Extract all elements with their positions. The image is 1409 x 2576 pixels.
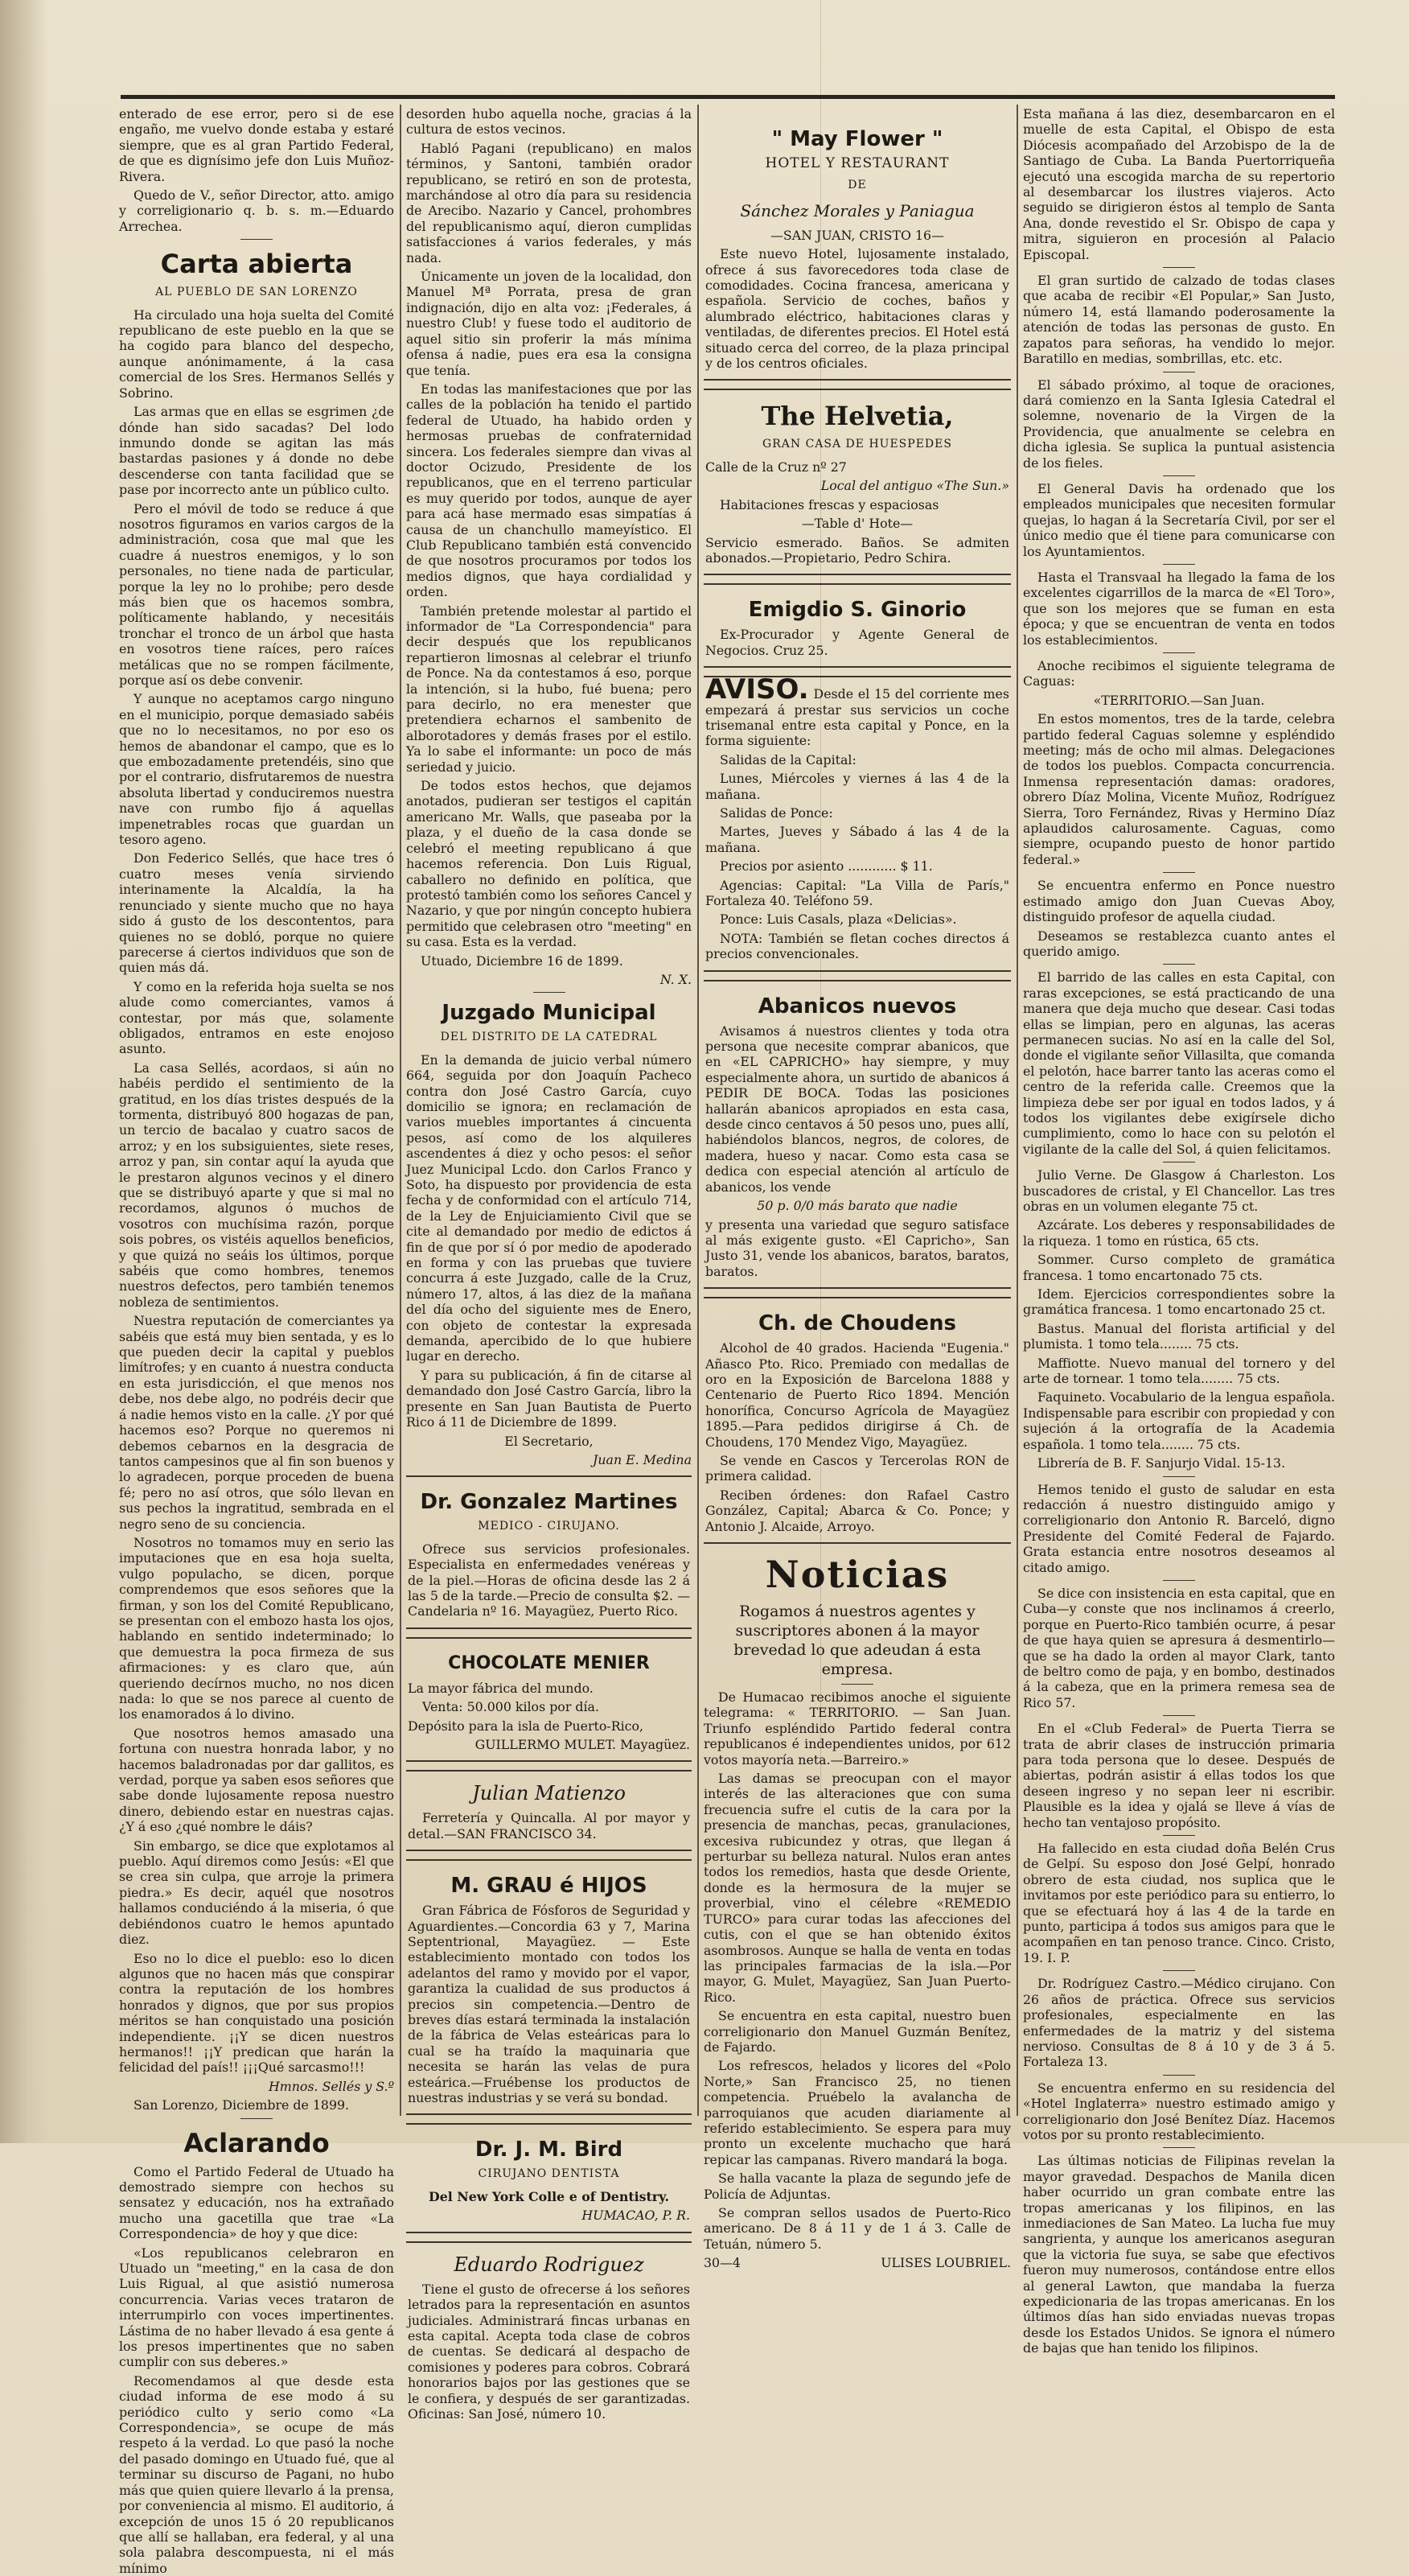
- aviso-title: AVISO.: [705, 673, 809, 706]
- paragraph: Ex-Procurador y Agente General de Negocios. Cruz 25.: [705, 627, 1009, 658]
- paragraph: NOTA: También se fletan coches directos á precios convencionales.: [705, 930, 1009, 962]
- ad-helvetia: [704, 389, 1011, 575]
- ad-may-flower: [704, 114, 1011, 381]
- paragraph: Las armas que en ellas se esgrimen ¿de dónde han sido sacadas? Del lodo inmundo donde se agitan las más bastardas pasiones y á donde no debe descenderse con tanta facilidad que se pase por incorrecto ante un público culto.: [119, 404, 394, 498]
- paragraph: Ha circulado una hoja suelta del Comité republicano de este pueblo en la que se ha cogido para blanco del despecho, aunque anónimamente, á la casa comercial de los Sres. Hermanos Sellés y Sobrino.: [119, 307, 394, 401]
- chocolate-line: GUILLERMO MULET. Mayagüez.: [474, 1736, 690, 1752]
- separator: [1163, 1835, 1195, 1836]
- ad-matienzo: [406, 1770, 692, 1851]
- paragraph: Únicamente un joven de la localidad, don Manuel Mª Porrata, presa de gran indignación, dijo en alta voz: ¡Federales, á nuestro Club! y fuese todo el auditorio de aquel sitio sin proferir la más mínima ofensa á nadie, pues era esa la consigna que tenía.: [406, 269, 692, 378]
- paragraph: «TERRITORIO.—San Juan.: [1093, 692, 1265, 708]
- juzgado-title: Juzgado Municipal: [442, 1001, 656, 1026]
- bird-place: HUMACAO, P. R.: [581, 2208, 690, 2224]
- separator: [1163, 564, 1195, 565]
- paragraph: Ponce: Luis Casals, plaza «Delicias».: [720, 911, 957, 928]
- ad-ginorio: [704, 583, 1011, 668]
- paragraph: desorden hubo aquella noche, gracias á la cultura de estos vecinos.: [406, 106, 692, 138]
- separator: [240, 2118, 273, 2119]
- paragraph: Eso no lo dice el pueblo: eso lo dicen algunos que no hacen más que conspirar contra la reputación de los hombres honrados y dignos, que por sus propios méritos se han conquistado una posición independiente. ¡¡Y se dicen nuestros hermanos!! ¡¡Y predican que harán la felicidad del país!! ¡¡¡Qué sarcasmo!!!: [119, 1950, 394, 2076]
- helvetia-sub: GRAN CASA DE HUESPEDES: [762, 438, 952, 451]
- noticias-sig-left: 30—4: [704, 2255, 741, 2271]
- paragraph: Avisamos á nuestros clientes y toda otra persona que necesite comprar abanicos, que en «EL CAPRICHO» hay siempre, y muy especialmente ahora, un surtido de abanicos á PEDIR DE BOCA. Todas las posiciones hallarán abanicos apropiados en esta casa, desde cinco centavos á 50 pesos uno, pues allí, habiéndolos blancos, negros, de colores, de madera, hueso y nacar. Como esta casa se dedica con especial atención al artículo de abanicos, los vende: [705, 1023, 1009, 1195]
- juzgado-sig-title: El Secretario,: [504, 1433, 594, 1449]
- separator: [1163, 964, 1195, 965]
- paragraph: enterado de ese error, pero si de ese engaño, me vuelvo donde estaba y estaré siempre, que es al gran Partido Federal, de que es dignísimo jefe don Luis Muñoz-Rivera.: [119, 106, 394, 184]
- separator: [841, 1684, 873, 1685]
- paragraph: Azcárate. Los deberes y responsabilidades de la riqueza. 1 tomo en rústica, 65 cts.: [1023, 1217, 1335, 1249]
- dateline: Utuado, Diciembre 16 de 1899.: [421, 953, 623, 969]
- top-rule: [121, 95, 1335, 99]
- paragraph: Las últimas noticias de Filipinas revelan la mayor gravedad. Despachos de Manila dicen haber ocurrido un gran combate entre las tropas americanas y los filipinos, en las inmediaciones de San Mateo. La lucha fue muy sangrienta, y aunque los americanos aseguran que la victoria fue suya, se sabe que efectivos fueron muy numerosos, contándose entre ellos al general Lawton, que mandaba la fuerza expedicionaria de las tropas americanas. En los últimos días han sido enviadas nuevas tropas desde los Estados Unidos. Se ignora el número de bajas que han tenido los filipinos.: [1023, 2153, 1335, 2356]
- paragraph: También pretende molestar al partido el informador de "La Correspondencia" para decir después que los republicanos repartieron limosnas al celebrar el triunfo de Ponce. Na da contestamos á eso, porque la intención, si la hubo, fué buena; pero para decirlo, no era menester que pretendiera echarnos el sambenito de alborotadores y demás frases por el estilo. Ya lo sabe el informante: un poco de más seriedad y juicio.: [406, 603, 692, 775]
- ad-gonzalez: [406, 1475, 692, 1628]
- separator: [240, 239, 273, 240]
- separator: [1163, 2075, 1195, 2076]
- chocolate-line: Venta: 50.000 kilos por día.: [422, 1699, 599, 1715]
- noticias-lead: Rogamos á nuestros agentes y suscriptores abonen á la mayor brevedad lo que adeudan á esta empresa.: [733, 1603, 981, 1678]
- paragraph: En estos momentos, tres de la tarde, celebra partido federal Caguas solemne y espléndido meeting; más de ocho mil almas. Delegaciones de todos los pueblos. Compacta concurrencia. Inmensa representación damas: oradores, obrero Díaz Molina, Vicente Muñoz, Rodríguez Sierra, Toro Fernández, Rivas y Hermino Díaz aplaudidos calurosamente. Caguas, como siempre, ocupando puesto de honor partido federal.»: [1023, 711, 1335, 867]
- juzgado-subtitle: DEL DISTRITO DE LA CATEDRAL: [440, 1031, 658, 1044]
- paragraph: Desde el 15 del corriente mes empezará á prestar sus servicios un coche trisemanal entre esta capital y Ponce, en la forma siguiente:: [705, 686, 1009, 749]
- paragraph: Nosotros no tomamos muy en serio las imputaciones que en esa hoja suelta, vulgo populacho, se dicen, porque comprendemos que esos señores que la firman, y son los del Comité Republicano, se presentan con el embozo hasta los ojos, hablando en sentido indeterminado; lo que demuestra la poca firmeza de sus afirmaciones: y es claro que, aún queriendo decírnos mucho, no nos dicen nada: lo que se nos parece al cuento de los enamorados á lo divino.: [119, 1534, 394, 1722]
- paragraph: El sábado próximo, al toque de oraciones, dará comienzo en la Santa Iglesia Catedral el solemne, novenario de la Virgen de la Providencia, que anualmente se celebra en dicha iglesia. Se suplica la puntual asistencia de los fieles.: [1023, 377, 1335, 471]
- paragraph: Bastus. Manual del florista artificial y del plumista. 1 tomo tela........ 75 cts.: [1023, 1320, 1335, 1352]
- paragraph: Lunes, Miércoles y viernes á las 4 de la mañana.: [705, 771, 1009, 802]
- abanicos-title: Abanicos nuevos: [758, 994, 957, 1018]
- paragraph: La casa Sellés, acordaos, si aún no habéis perdido el sentimiento de la gratitud, en los días tristes después de la tormenta, distribuyó 800 hogazas de pan, un tercio de bacalao y cuatro sacos de arroz; y en los subsiguientes, siete reses, arroz y pan, sin contar aquí la ayuda que le prestaron algunos vecinos y el dinero que se distribuyó aparte y que si mal no recordamos, algunos ó muchos de vosotros con muchísima razón, porque sois pobres, os vistéis aquellos beneficios, y que quizá no seáis los últimos, porque sabéis que como hombres, tenemos nuestros defectos, pero también tenemos nobleza de sentimientos.: [119, 1060, 394, 1310]
- paragraph: Ofrece sus servicios profesionales. Especialista en enfermedades venéreas y de la piel.—Horas de oficina desde las 2 á las 5 de la tarde.—Precio de consulta $2. — Candelaria nº 16. Mayagüez, Puerto Rico.: [408, 1541, 690, 1619]
- separator: [1163, 652, 1195, 653]
- paragraph: Los refrescos, helados y licores del «Polo Norte,» San Francisco 25, no tienen competencia. Pruébelo la avalancha de parroquianos que acuden diariamente al referido establecimiento. Se espera para muy pronto un excelente muchacho que hará repicar las campanas. Rivero mandará la boga.: [704, 2058, 1011, 2167]
- paragraph: El barrido de las calles en esta Capital, con raras excepciones, se está practicando de una manera que deja mucho que desear. Casi todas ellas se limpian, pero en algunas, las aceras permanecen sucias. No así en la calle del Sol, donde el vigilante señor Villasilta, que comanda el pelotón, hace barrer tanto las aceras como el centro de la referida calle. Creemos que la limpieza debe ser por igual en todos lados, y á todos los vigilantes debe exigírsele dicho cumplimiento, como lo hace con su pelotón el vigilante de la calle del Sol, á quien felicitamos.: [1023, 969, 1335, 1157]
- choudens-title: Ch. de Choudens: [758, 1311, 956, 1336]
- column-2: [406, 106, 692, 2422]
- paragraph: Dr. Rodríguez Castro.—Médico cirujano. Con 26 años de práctica. Ofrece sus servicios profesionales, especialmente en las enfermedades de la matriz y del sistema nervioso. Consultas de 8 á 10 y de 3 á 5. Fortaleza 13.: [1023, 1976, 1335, 2070]
- chocolate-line: Depósito para la isla de Puerto-Rico,: [408, 1718, 644, 1734]
- paragraph: Deseamos se restablezca cuanto antes el querido amigo.: [1023, 928, 1335, 959]
- paragraph: Pero el móvil de todo se reduce á que nosotros figuramos en varios cargos de la administración, cosa que mal que les cuadre á nuestros enemigos, y lo son personales, no tiene nada de particular, porque la ley no lo prohibe; pero desde más bien que os hacemos sombra, políticamente hablando, y necesitáis tronchar el tronco de un árbol que hasta en vosotros tiene raíces, pero raíces metálicas que no se rompen fácilmente, porque así os debe convenir.: [119, 500, 394, 688]
- paragraph: Hemos tenido el gusto de saludar en esta redacción á nuestro distinguido amigo y correligionario don Antonio R. Barceló, digno Presidente del Comité Federal de Fajardo. Grata estancia entre nosotros deseamos al citado amigo.: [1023, 1481, 1335, 1575]
- may-place: —SAN JUAN, CRISTO 16—: [770, 227, 944, 243]
- paragraph: Salidas de Ponce:: [720, 804, 833, 821]
- helvetia-line: Calle de la Cruz nº 27: [705, 459, 847, 475]
- helvetia-line: Habitaciones frescas y espaciosas: [720, 496, 939, 512]
- paragraph: Se compran sellos usados de Puerto-Rico americano. De 8 á 11 y de 1 á 3. Calle de Tetuán, número 5.: [704, 2205, 1011, 2252]
- paragraph: Habló Pagani (republicano) en malos términos, y Santoni, también orador republicano, se retiró en son de protesta, marchándose al otro día para su residencia de Arecibo. Nazario y Cancel, prohombres del republicanismo aquí, dieron cumplidas satisfacciones á varios federales, y más nada.: [406, 140, 692, 265]
- helvetia-line: Local del antiguo «The Sun.»: [820, 478, 1009, 494]
- ad-rodriguez: [406, 2241, 692, 2430]
- noticias-sig-right: ULISES LOUBRIEL.: [881, 2255, 1011, 2271]
- paragraph: Precios por asiento ............ $ 11.: [720, 858, 933, 874]
- separator: [1163, 1715, 1195, 1716]
- may-de: DE: [848, 179, 867, 192]
- paragraph: Don Federico Sellés, que hace tres ó cuatro meses venía sirviendo interinamente la Alcaldía, la ha renunciado y siente mucho que no haya sido á gusto de los descontentos, para quienes no se dobló, porque no quiere parecerse á ciertos individuos que son de quien más dá.: [119, 850, 394, 976]
- paragraph: Se halla vacante la plaza de segundo jefe de Policía de Adjuntas.: [704, 2171, 1011, 2202]
- separator: [1163, 267, 1195, 268]
- gonzalez-title: Dr. Gonzalez Martines: [420, 1490, 678, 1515]
- paragraph: Las damas se preocupan con el mayor interés de las alteraciones que con suma frecuencia sufre el cutis de la cara por la presencia de manchas, pecas, granulaciones, excesiva rubicundez y otras, que llegan á perturbar su belleza natural. Nulos eran antes todos los remedios, hasta que desde Oriente, donde es la hermosura de la mujer se proverbial, vino el célebre «REMEDIO TURCO» para curar todas las afecciones del cutis, con el que se han obtenido éxitos asombrosos. Aunque se halla de venta en todas las principales farmacias de la isla.—Por mayor, G. Mulet, Mayagüez, San Juan Puerto-Rico.: [704, 1771, 1011, 2005]
- paragraph: y presenta una variedad que seguro satisface al más exigente gusto. «El Capricho», San Justo 31, vende los abanicos, baratos, baratos, baratos.: [705, 1216, 1009, 1279]
- torn-left-edge: [0, 0, 48, 2143]
- paragraph: El General Davis ha ordenado que los empleados municipales que necesiten formular quejas, lo hagan á la Secretaría Civil, por ser el único medio que él tiene para comunicarse con los Ayuntamientos.: [1023, 480, 1335, 559]
- bird-title: Dr. J. M. Bird: [474, 2138, 623, 2162]
- juzgado-sig-name: Juan E. Medina: [593, 1451, 692, 1467]
- paragraph: Faquineto. Vocabulario de la lengua española. Indispensable para escribir con propiedad y con sujeción á la ortografía de la Academia española. 1 tomo tela........ 75 cts.: [1023, 1389, 1335, 1452]
- carta-title: Carta abierta: [160, 249, 353, 280]
- paragraph: Ha fallecido en esta ciudad doña Belén Crus de Gelpí. Su esposo don José Gelpí, honrado obrero de esta ciudad, nos suplica que le invitamos por este periódico para su entierro, lo que se efectuará hoy á las 4 de la tarde en punto, participa á todos sus amigos para que le acompañen en tan penoso trance. Cinco. Cristo, 19. I. P.: [1023, 1841, 1335, 1965]
- paragraph: Julio Verne. De Glasgow á Charleston. Los buscadores de cristal, y El Chancellor. Las tres obras en un volumen elegante 75 ct.: [1023, 1167, 1335, 1214]
- paragraph: En el «Club Federal» de Puerta Tierra se trata de abrir clases de instrucción primaria para toda persona que lo desee. Después de abiertas, podrán asistir á ellas todos los que deseen ingreso y no sepan leer ni escribir. Plausible es la idea y ojalá se lleve á vías de hecho tan ventajoso propósito.: [1023, 1721, 1335, 1830]
- paragraph: Anoche recibimos el siguiente telegrama de Caguas:: [1023, 658, 1335, 689]
- paragraph: Gran Fábrica de Fósforos de Seguridad y Aguardientes.—Concordia 63 y 7, Marina Septentrional, Mayagüez. — Este establecimiento montado con todos los adelantos del ramo y movido por el vapor, garantiza la cualidad de sus productos á precios sin competencia.—Dentro de breves días estará terminada la instalación de la fábrica de Velas esteáricas para lo cual se ha traído la maquinaria que necesita se harán las velas de pura esteárica.—Fruébense los productos de nuestras industrias y se verá su bondad.: [408, 1903, 690, 2106]
- paragraph: Como el Partido Federal de Utuado ha demostrado siempre con hechos su sensatez y educación, nos ha extrañado mucho una gacetilla que trae «La Correspondencia» de hoy y que dice:: [119, 2163, 394, 2242]
- paragraph: En la demanda de juicio verbal número 664, seguida por don Joaquín Pacheco contra don José Castro García, cuyo domicilio se ignora; en reclamación de varios muebles importantes á cincuenta pesos, así como de los alquileres ascendentes á diez y ocho pesos: el señor Juez Municipal Lcdo. don Carlos Franco y Soto, ha dispuesto por providencia de esta fecha y de conformidad con el artículo 714, de la Ley de Enjuiciamiento Civil que se cite al demandado por medio de edictos á fin de que por sí ó por medio de apoderado en forma y con las pruebas que tuviere concurra á este Juzgado, calle de la Cruz, número 17, altos, á las diez de la mañana del día ocho del siguiente mes de Enero, con objeto de contestar la expresada demanda, apercibido de lo que hubiere lugar en derecho.: [406, 1051, 692, 1364]
- helvetia-line: Servicio esmerado. Baños. Se admiten abonados.—Propietario, Pedro Schira.: [705, 534, 1009, 566]
- paragraph: Se dice con insistencia en esta capital, que en Cuba—y conste que nos inclinamos á creerlo, porque en Puerto-Rico también ocurre, á pesar de que haya quien se apresura á desmentirlo—que se ha dado la orden al mayor Clark, tanto de beltro como de paja, y en bombo, destinados á la cabeza, que en la primera remesa sea de Rico 57.: [1023, 1585, 1335, 1710]
- dateline-signature: N. X.: [659, 971, 692, 987]
- ginorio-title: Emigdio S. Ginorio: [748, 598, 967, 623]
- paragraph: Quedo de V., señor Director, atto. amigo y correligionario q. b. s. m.—Eduardo Arrechea.: [119, 187, 394, 234]
- ad-bird: [406, 2123, 692, 2232]
- paragraph: Maffiotte. Nuevo manual del tornero y del arte de tornear. 1 tomo tela........ 75 cts.: [1023, 1355, 1335, 1387]
- paragraph: Agencias: Capital: "La Villa de París," Fortaleza 40. Teléfono 59.: [705, 877, 1009, 908]
- column-rule: [697, 105, 699, 2116]
- separator: [533, 992, 565, 993]
- separator: [1163, 1580, 1195, 1581]
- bird-subtitle: CIRUJANO DENTISTA: [478, 2167, 620, 2181]
- column-3: [704, 106, 1011, 2271]
- paragraph: Recomendamos al que desde esta ciudad informa de ese modo á su periódico culto y serio como «La Correspondencia», se ocupe de más respeto á la verdad. Lo que pasó la noche del pasado domingo en Utuado fué, que al terminar su discurso de Pagani, no hubo más que quien quiere llevarlo á la prensa, por conveniencia al mismo. El auditorio, á excepción de unos 15 ó 20 republicanos que allí se hallaban, era federal, y al una sola palabra descompuesta, ni el más mínimo: [119, 2372, 394, 2576]
- separator: [1163, 1970, 1195, 1971]
- matienzo-title: Julian Matienzo: [472, 1782, 626, 1805]
- ad-grau: [406, 1859, 692, 2115]
- paragraph: «Los republicanos celebraron en Utuado un "meeting," en la casa de don Luis Rigual, al que asistió numerosa concurrencia. Varias veces trataron de interrumpirlo con voces impertinentes. Lástima de no haber llevado á esa gente á los presos impertinentes que no saben cumplir con sus deberes.»: [119, 2245, 394, 2370]
- ad-choudens: [704, 1297, 1011, 1544]
- paragraph: Esta mañana á las diez, desembarcaron en el muelle de esta Capital, el Obispo de esta Diócesis acompañado del Arzobispo de la de Santiago de Cuba. La Banda Puertorriqueña ejecutó una escogida marcha de su repertorio al desembarcar los ilustres viajeros. Acto seguido se dirigieron éstos al templo de Santa Ana, donde revestido el Sr. Obispo de capa y mitra, siguieron en procesión al Palacio Episcopal.: [1023, 106, 1335, 262]
- gonzalez-subtitle: MEDICO - CIRUJANO.: [478, 1520, 620, 1533]
- ad-aviso: [704, 673, 1011, 972]
- separator: [1163, 475, 1195, 476]
- noticias-title: Noticias: [765, 1553, 950, 1596]
- may-owners: Sánchez Morales y Paniagua: [740, 200, 975, 220]
- paragraph: Que nosotros hemos amasado una fortuna con nuestra honrada labor, y no hacemos baladronadas por dar gallitos, es verdad, porque ya saben esos señores que sabe donde lujosamente reposa nuestro dinero, debiendo estar en nuestras cajas. ¿Y á eso ¿qué nombre le dáis?: [119, 1725, 394, 1835]
- rodriguez-title: Eduardo Rodriguez: [454, 2253, 644, 2276]
- ad-chocolate: [406, 1637, 692, 1763]
- bird-school: Del New York Colle e of Dentistry.: [429, 2188, 669, 2204]
- chocolate-title: CHOCOLATE MENIER: [448, 1652, 650, 1673]
- column-4: [1023, 106, 1335, 2356]
- aclarando-title: Aclarando: [183, 2127, 330, 2158]
- carta-dateline: San Lorenzo, Diciembre de 1899.: [134, 2097, 350, 2113]
- paragraph: Librería de B. F. Sanjurjo Vidal. 15-13.: [1037, 1455, 1286, 1471]
- paragraph: Y para su publicación, á fin de citarse al demandado don José Castro García, libro la presente en San Juan Bautista de Puerto Rico á 11 de Diciembre de 1899.: [406, 1367, 692, 1430]
- paragraph: Reciben órdenes: don Rafael Castro González, Capital; Abarca & Co. Ponce; y Antonio J. Alcaide, Arroyo.: [705, 1487, 1009, 1534]
- paragraph: Sommer. Curso completo de gramática francesa. 1 tomo encartonado 75 cts.: [1023, 1252, 1335, 1283]
- paragraph: Tiene el gusto de ofrecerse á los señores letrados para la representación en asuntos judiciales. Administrará fincas urbanas en esta capital. Acepta toda clase de cobros de cuentas. Se dedicará al despacho de comisiones y poderes para cobros. Cobrará honorarios bajos por las gestiones que se le confiera, y después de ser garantizadas. Oficinas: San José, número 10.: [408, 2281, 690, 2422]
- column-rule: [400, 105, 401, 2116]
- paragraph: Se encuentra en esta capital, nuestro buen correligionario don Manuel Guzmán Benítez, de Fajardo.: [704, 2008, 1011, 2055]
- paragraph: Sin embargo, se dice que explotamos al pueblo. Aquí diremos como Jesús: «El que se crea sin culpa, que arroje la primera piedra.» Es decir, aquél que nosotros hallamos conduciéndo á la miseria, ó que debiéndonos cuatro le hemos apuntado diez.: [119, 1837, 394, 1948]
- paragraph: El gran surtido de calzado de todas clases que acaba de recibir «El Popular,» San Justo, número 14, está llamando poderosamente la atención de todas las personas de gusto. En zapatos para señoras, ha vendido lo mejor. Baratillo en medias, sombrillas, etc. etc.: [1023, 273, 1335, 367]
- column-1: [119, 106, 394, 2576]
- grau-title: M. GRAU é HIJOS: [450, 1874, 647, 1899]
- separator: [1163, 2147, 1195, 2148]
- paragraph: Y aunque no aceptamos cargo ninguno en el municipio, porque demasiado sabéis que no lo necesitamos, no por eso os hemos de abandonar el campo, que es lo que embozadamente pretendéis, sino que por el contrario, disfrutaremos de nuestra absoluta libertad y conduciremos nuestra nave con rumbo fijo á aquellas impenetrables rocas que guardan un tesoro ageno.: [119, 691, 394, 848]
- helvetia-title: The Helvetia,: [761, 401, 954, 432]
- paragraph: Se encuentra enfermo en Ponce nuestro estimado amigo don Juan Cuevas Aboy, distinguido profesor de aquella ciudad.: [1023, 878, 1335, 925]
- paragraph: Salidas de la Capital:: [720, 751, 856, 767]
- paragraph: Este nuevo Hotel, lujosamente instalado, ofrece á sus favorecedores toda clase de comodidades. Cocina francesa, americana y española. Servicio de coches, baños y alumbrado eléctrico, habitaciones claras y ventiladas, de diferentes precios. El Hotel está situado cerca del correo, de la plaza principal y de los centros oficiales.: [705, 246, 1009, 372]
- paragraph: Se vende en Cascos y Tercerolas RON de primera calidad.: [705, 1452, 1009, 1484]
- helvetia-line: —Table d' Hote—: [801, 516, 914, 532]
- separator: [1163, 872, 1195, 873]
- column-rule: [1017, 105, 1018, 2116]
- paragraph: De todos estos hechos, que dejamos anotados, pudieran ser testigos el capitán americano Mr. Walls, que paseaba por la plaza, y el dueño de la casa donde se celebró el meeting republicano á que hacemos referencia. Don Luis Rigual, caballero no definido en política, que protestó también como los señores Cancel y Nazario, y que por ningún concepto hubiera permitido que celebrasen otro "meeting" en su casa. Esta es la verdad.: [406, 778, 692, 950]
- chocolate-line: La mayor fábrica del mundo.: [408, 1680, 594, 1696]
- carta-signature: Hmnos. Sellés y S.º: [269, 2078, 394, 2094]
- ad-abanicos: [704, 980, 1011, 1290]
- noticias-sig: [704, 2255, 1011, 2270]
- paragraph: Se encuentra enfermo en su residencia del «Hotel Inglaterra» nuestro estimado amigo y correligionario don José Benítez Díaz. Hacemos votos por su pronto restablecimiento.: [1023, 2080, 1335, 2142]
- paragraph: 50 p. 0/0 más barato que nadie: [757, 1198, 958, 1214]
- paragraph: Y como en la referida hoja suelta se nos alude como comerciantes, vamos á contestar, por más que, solamente obligados, entramos en este enojoso asunto.: [119, 978, 394, 1057]
- paragraph: De Humacao recibimos anoche el siguiente telegrama: « TERRITORIO. — San Juan. Triunfo espléndido Partido federal contra republicanos é independientes unidos, por 612 votos mayoría neta.—Barreiro.»: [704, 1689, 1011, 1767]
- paragraph: Hasta el Transvaal ha llegado la fama de los excelentes cigarrillos de la marca de «El Toro», que son los mejores que se fuman en esta época; y que se encuentran de venta en todos los establecimientos.: [1023, 569, 1335, 648]
- paragraph: En todas las manifestaciones que por las calles de la población ha tenido el partido federal de Utuado, ha habido orden y hermosas pruebas de confraternidad sincera. Los federales siempre dan vivas al doctor Ocizudo, Presidente de los republicanos, que en el terreno particular es muy querido por todos, aunque de ayer para acá hase mermado esas simpatías á causa de un chanchullo mameyístico. El Club Republicano también está convencido de que nosotros procuramos por todos los medios dignos, que haya cordialidad y orden.: [406, 381, 692, 600]
- paragraph: Alcohol de 40 grados. Hacienda "Eugenia." Añasco Pto. Rico. Premiado con medallas de oro en la Exposición de Barcelona 1888 y Centenario de Puerto Rico 1894. Mención honorífica, Concurso Agrícola de Mayagüez 1895.—Para pedidos dirigirse á Ch. de Choudens, 170 Mendez Vigo, Mayagüez.: [705, 1340, 1009, 1450]
- paragraph: Ferretería y Quincalla. Al por mayor y detal.—SAN FRANCISCO 34.: [408, 1810, 690, 1841]
- paragraph: Idem. Ejercicios correspondientes sobre la gramática francesa. 1 tomo encartonado 25 ct.: [1023, 1286, 1335, 1318]
- paragraph: Martes, Jueves y Sábado á las 4 de la mañana.: [705, 824, 1009, 855]
- may-sub: HOTEL Y RESTAURANT: [765, 155, 950, 171]
- carta-subtitle: AL PUEBLO DE SAN LORENZO: [155, 286, 358, 299]
- paragraph: Nuestra reputación de comerciantes ya sabéis que está muy bien sentada, y es lo que pueden decir la capital y pueblos limítrofes; y en cuanto á nuestra conducta en esta jurisdicción, el que menos nos debe, nos debe algo, no podréis decir que á nadie hemos visto en la calle. ¿Y por qué hacemos eso? Porque no queremos ni debemos cebarnos en la desgracia de tantos campesinos que al fin son buenos y lo agradecen, porque proceden de buena fé; pero no así otros, que sólo llevan en sus pechos la ingratitud, sembrada en el negro seno de su conciencia.: [119, 1313, 394, 1532]
- may-title: " May Flower ": [771, 127, 943, 151]
- separator: [1163, 1476, 1195, 1477]
